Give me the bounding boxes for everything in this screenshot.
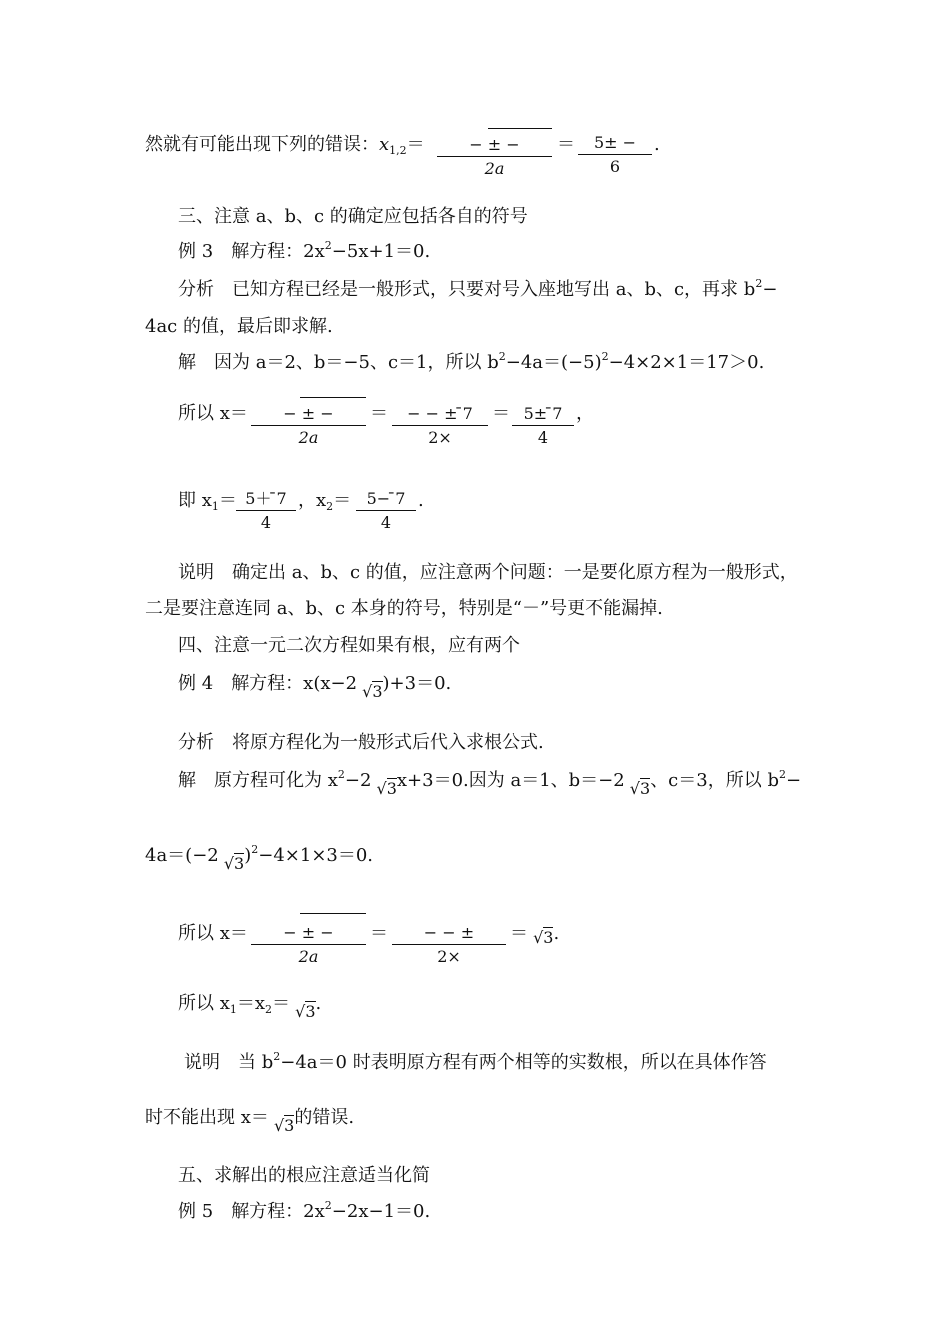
- sqrt: √3: [268, 1116, 295, 1135]
- line-text: 4a＝(−2: [145, 845, 219, 866]
- numerator: 5＋ ̄7: [236, 488, 296, 511]
- denominator: 2a: [298, 428, 319, 447]
- text-line: 说明 确定出 a、b、c 的值，应注意两个问题：一是要化原方程为一般形式，: [178, 562, 798, 583]
- example-text: 解方程：2x: [231, 1201, 325, 1222]
- line-text: 说明 当 b: [184, 1052, 274, 1073]
- equals: ＝: [333, 490, 352, 511]
- denominator: 6: [609, 157, 621, 176]
- section-heading: 四、注意一元二次方程如果有根，应有两个: [178, 635, 520, 656]
- numerator: − ± −: [437, 134, 552, 157]
- section-heading: 五、求解出的根应注意适当化简: [178, 1165, 430, 1186]
- fraction: [236, 488, 296, 533]
- line-text: −2: [344, 770, 372, 791]
- period: .: [418, 490, 424, 511]
- sqrt-radicand: 3: [372, 682, 383, 701]
- line-text: 时不能出现 x＝: [145, 1107, 269, 1128]
- fraction: [356, 488, 416, 533]
- fraction: [437, 134, 552, 179]
- superscript: 2: [498, 350, 506, 363]
- text-line: [178, 768, 802, 798]
- line-text: 所以 x: [178, 993, 230, 1014]
- denominator: 2a: [298, 947, 319, 966]
- line-text: 即 x: [178, 490, 212, 511]
- fraction: [392, 922, 506, 967]
- denominator: 4: [380, 513, 392, 532]
- superscript: 2: [755, 277, 763, 290]
- numerator: 5± ̄7: [512, 403, 574, 426]
- line-text: ，x: [298, 490, 327, 511]
- line-text: −4a＝(−5): [505, 352, 602, 373]
- sqrt-radicand: 3: [640, 779, 651, 798]
- sqrt-radicand: 3: [386, 779, 397, 798]
- period: .: [553, 923, 560, 944]
- line-text: −: [785, 770, 802, 791]
- equals: ＝: [370, 403, 388, 424]
- numerator: − ± −: [251, 922, 366, 945]
- subscript: 2: [265, 1003, 273, 1016]
- sqrt-radicand: 3: [543, 928, 554, 947]
- text-line: 所以 x＝: [178, 403, 248, 424]
- example-line: [178, 241, 430, 265]
- example-label: 例 3: [178, 241, 214, 262]
- example-text: 解方程：2x: [231, 241, 325, 262]
- text-line: [178, 993, 322, 1021]
- subscript: 1,2: [389, 144, 407, 157]
- denominator: 2×: [428, 428, 452, 447]
- example-label: 例 5: [178, 1201, 214, 1222]
- numerator: − ± −: [251, 403, 366, 426]
- line-text: 的错误.: [294, 1107, 355, 1128]
- superscript: 2: [251, 843, 259, 856]
- line-text: 解 原方程可化为 x: [178, 770, 338, 791]
- text-line: [184, 1052, 767, 1076]
- text-line: [178, 352, 764, 376]
- fraction: [392, 403, 488, 448]
- sqrt: √3: [624, 779, 651, 798]
- fraction: [578, 132, 652, 177]
- subscript: 1: [229, 1003, 237, 1016]
- text-line: [178, 490, 237, 514]
- line-text: 、c＝3，所以 b: [650, 770, 779, 791]
- denominator: 4: [537, 428, 549, 447]
- period: .: [315, 993, 322, 1014]
- numerator: − − ±: [392, 922, 506, 945]
- text-line: [298, 490, 351, 514]
- numerator: 5− ̄7: [356, 488, 416, 511]
- example-text: 解方程：x(x−2: [231, 673, 358, 694]
- text-line: [178, 279, 777, 303]
- var-x: x: [379, 134, 390, 155]
- text-line: 4ac 的值，最后即求解.: [145, 316, 333, 337]
- sqrt: √3: [371, 779, 397, 798]
- radical-bar: [488, 128, 552, 129]
- subscript: 2: [326, 500, 334, 513]
- superscript: 2: [778, 768, 786, 781]
- sqrt-radicand: 3: [305, 1002, 316, 1021]
- text-line: [145, 1107, 355, 1135]
- sqrt: √3: [357, 682, 383, 701]
- example-text: −2x−1＝0.: [331, 1201, 431, 1222]
- radical-bar: [300, 913, 366, 914]
- text-line: 4a＝(−2 √3)$^2$−4×1×3＝0.: [145, 843, 374, 873]
- denominator: 2×: [437, 947, 461, 966]
- line-text: −4×1×3＝0.: [258, 845, 374, 866]
- comma: ，: [576, 403, 594, 424]
- denominator: 4: [260, 513, 272, 532]
- example-text: )+3＝0.: [382, 673, 452, 694]
- example-line: [178, 1201, 430, 1225]
- numerator: 5± −: [578, 132, 652, 155]
- numerator: − − ± ̄7: [392, 403, 488, 426]
- line-text: 然就有可能出现下列的错误：: [145, 134, 379, 155]
- text-line: 分析 将原方程化为一般形式后代入求根公式.: [178, 732, 544, 753]
- fraction: [512, 403, 574, 448]
- equals: ＝: [272, 993, 291, 1014]
- superscript: 2: [324, 1199, 332, 1212]
- section-heading: 三、注意 a、b、c 的确定应包括各自的符号: [178, 206, 528, 227]
- superscript: 2: [324, 239, 332, 252]
- fraction: [251, 922, 366, 967]
- line-text: ＝x: [236, 993, 266, 1014]
- equals: ＝: [510, 923, 528, 944]
- text-line: [145, 134, 425, 158]
- example-label: 例 4: [178, 673, 214, 694]
- fraction: [251, 403, 366, 448]
- sqrt: √3: [218, 854, 245, 873]
- sqrt-radicand: 3: [284, 1116, 295, 1135]
- sqrt: √3: [290, 1002, 316, 1021]
- line-text: 解 因为 a＝2、b＝−5、c＝1，所以 b: [178, 352, 499, 373]
- sqrt-radicand: 3: [234, 854, 245, 873]
- superscript: 2: [337, 768, 345, 781]
- superscript: 2: [273, 1050, 281, 1063]
- text-line: 所以 x＝: [178, 923, 248, 944]
- line-text: x+3＝0.因为 a＝1、b＝−2: [396, 770, 625, 791]
- line-text: 分析 已知方程已经是一般形式，只要对号入座地写出 a、b、c，再求 b: [178, 279, 756, 300]
- subscript: 1: [211, 500, 219, 513]
- example-line: [178, 673, 452, 701]
- text-line: [510, 923, 559, 945]
- line-text: −: [762, 279, 778, 300]
- radical-bar: [300, 397, 366, 398]
- line-text: −4a＝0 时表明原方程有两个相等的实数根，所以在具体作答: [280, 1052, 767, 1073]
- line-text: −4×2×1＝17＞0.: [608, 352, 765, 373]
- equals: ＝: [370, 923, 388, 944]
- equals: ＝: [218, 490, 237, 511]
- example-text: −5x+1＝0.: [331, 241, 431, 262]
- text-line: 二是要注意连同 a、b、c 本身的符号，特别是“－”号更不能漏掉.: [145, 598, 663, 619]
- period: .: [654, 134, 660, 155]
- equals: ＝: [557, 134, 575, 155]
- denominator: 2a: [484, 159, 505, 178]
- superscript: 2: [601, 350, 609, 363]
- equals: ＝: [406, 134, 425, 155]
- equals: ＝: [492, 403, 510, 424]
- sqrt: √3: [528, 928, 554, 947]
